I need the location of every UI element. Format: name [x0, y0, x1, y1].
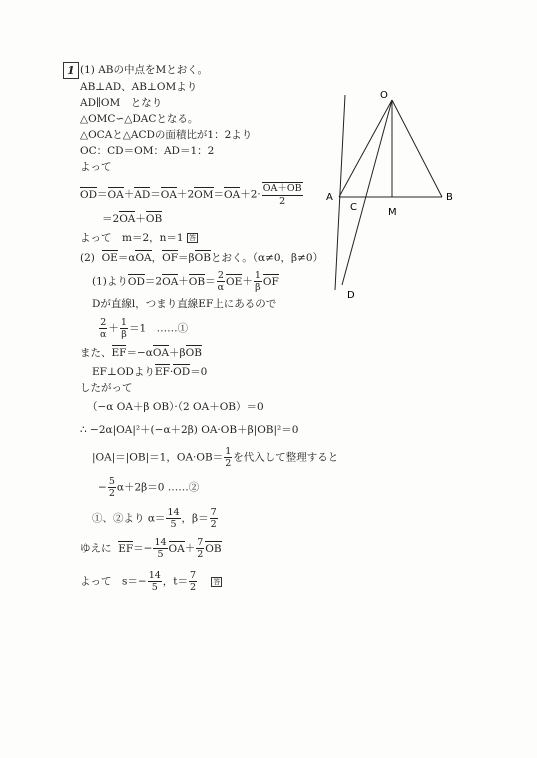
num: 5: [108, 476, 115, 487]
t: ＝−α: [126, 347, 153, 359]
vec: OA: [107, 188, 124, 201]
segment-OB: [392, 100, 442, 197]
t: ＝: [150, 188, 161, 201]
t: ①、②より α＝: [92, 512, 166, 525]
vec: OD: [80, 188, 98, 201]
vec: OA: [168, 542, 185, 555]
num: 14: [154, 537, 167, 548]
point-B-label: B: [446, 192, 453, 203]
point-M-label: M: [388, 207, 397, 218]
den: 2: [279, 196, 286, 207]
part2-line8: （−α OA＋β OB）·（2 OA＋OB）＝0: [87, 401, 264, 413]
t: α＋2β＝0 ……②: [116, 481, 200, 494]
t: −: [98, 481, 107, 494]
part1-line2: AB⊥AD、AB⊥OMより: [80, 81, 198, 93]
vec: OD: [173, 366, 191, 378]
den: 5: [170, 519, 177, 530]
part1-line7: よって: [80, 161, 112, 173]
num: 7: [210, 507, 217, 518]
den: 5: [157, 549, 164, 560]
num: 2: [217, 270, 224, 281]
num: 14: [167, 507, 180, 518]
vec: EF: [118, 542, 134, 555]
vec: OE: [101, 252, 118, 264]
vec: OE: [226, 275, 243, 288]
point-A-label: A: [326, 192, 333, 203]
t: ＝β: [178, 252, 195, 264]
den: 2: [108, 488, 115, 499]
vec: EF: [154, 366, 170, 378]
part1-line4: △OMC∽△DACとなる。: [80, 113, 199, 125]
vec: OF: [162, 252, 179, 264]
vec: EF: [111, 347, 127, 359]
t: よって s＝−: [80, 575, 147, 588]
t: ，β＝: [181, 512, 209, 525]
part1-line6: OC：CD＝OM：AD＝1：2: [80, 145, 215, 157]
vec: OF: [262, 275, 279, 288]
vec: OB: [205, 542, 222, 555]
t: よって m＝2，n＝1: [80, 232, 184, 244]
t: ＝2: [102, 213, 120, 225]
num: OA＋OB: [262, 183, 302, 194]
t: また、: [80, 347, 112, 359]
den: 2: [225, 458, 232, 469]
t: とおく。（α≠0，β≠0）: [210, 252, 324, 264]
part2-eq1: $\frac{2}{\alpha}$ ＋ $\frac{1}{\beta}$ ＝1 ……①: [100, 317, 189, 340]
problem-number-box: 1: [63, 62, 79, 79]
vec: OB: [185, 347, 202, 359]
line-l: [335, 95, 345, 290]
den: 2: [210, 519, 217, 530]
part2-label: (2): [80, 252, 95, 264]
vec: OA: [160, 188, 177, 201]
t: ＝: [205, 275, 216, 288]
answer-mark: 答: [213, 577, 221, 586]
point-D-label: D: [347, 290, 355, 301]
t: ＝0: [190, 366, 208, 378]
t: |OA|＝|OB|＝1，OA·OB＝: [92, 451, 224, 464]
point-O-label: O: [380, 90, 388, 101]
num: 7: [190, 570, 197, 581]
segment-OA: [339, 100, 392, 197]
num: 2: [100, 317, 107, 328]
t: を代入して整理すると: [233, 451, 339, 464]
t: ＝2: [144, 275, 163, 288]
t: EF⊥ODより: [92, 366, 155, 378]
vec: OB: [194, 252, 211, 264]
den: α: [217, 282, 225, 293]
part2-line7: したがって: [80, 382, 133, 394]
num: 1: [254, 270, 261, 281]
text: ABの中点をMとおく。: [98, 64, 209, 76]
den: 2: [197, 549, 204, 560]
t: ＋: [123, 188, 135, 201]
den: α: [100, 329, 107, 340]
part2-line3: Dが直線l，つまり直線EF上にあるので: [92, 298, 277, 310]
point-C-label: C: [350, 202, 357, 213]
num: 14: [148, 570, 161, 581]
t: ＋2: [176, 188, 195, 201]
vec: OM: [194, 188, 214, 201]
t: ＋: [178, 275, 189, 288]
t: ＋: [242, 275, 253, 288]
vec: OB: [188, 275, 206, 288]
t: ＋: [184, 542, 196, 555]
vec: OA: [224, 188, 241, 201]
t: ＋: [135, 213, 146, 225]
vec: AD: [134, 188, 151, 201]
den: β: [121, 329, 127, 340]
t: ＋2·: [240, 188, 261, 201]
den: 5: [151, 582, 158, 593]
t: ＝1 ……①: [128, 322, 189, 335]
t: ，t＝: [162, 575, 189, 588]
num: 1: [225, 446, 232, 457]
vec: OA: [162, 275, 179, 288]
part1-line3: AD∥OM となり: [80, 97, 163, 109]
part1-line5: △OCAと△ACDの面積比が1：2より: [80, 129, 253, 141]
t: ゆえに: [80, 542, 112, 555]
den: 2: [190, 582, 197, 593]
t: (1)より: [92, 275, 128, 288]
t: ＋β: [169, 347, 186, 359]
num: 7: [197, 537, 204, 548]
part2-line9: ∴ −2α|OA|²＋(−α＋2β) OA·OB＋β|OB|²＝0: [80, 424, 299, 436]
t: ·: [169, 366, 174, 378]
vec: OA: [152, 347, 170, 359]
vec: OA: [135, 252, 152, 264]
part1-label: (1): [80, 64, 95, 76]
vec: OB: [145, 213, 163, 225]
den: β: [255, 282, 261, 293]
t: ＝: [213, 188, 224, 201]
t: ＝−: [133, 542, 153, 555]
num: 1: [120, 317, 127, 328]
t: ＝α: [117, 252, 136, 264]
answer-mark: 答: [188, 234, 196, 242]
vec: OD: [127, 275, 145, 288]
t: ，: [151, 252, 163, 264]
segment-OD: [342, 100, 392, 285]
vec: OA: [119, 213, 136, 225]
t: ＝: [97, 188, 108, 201]
